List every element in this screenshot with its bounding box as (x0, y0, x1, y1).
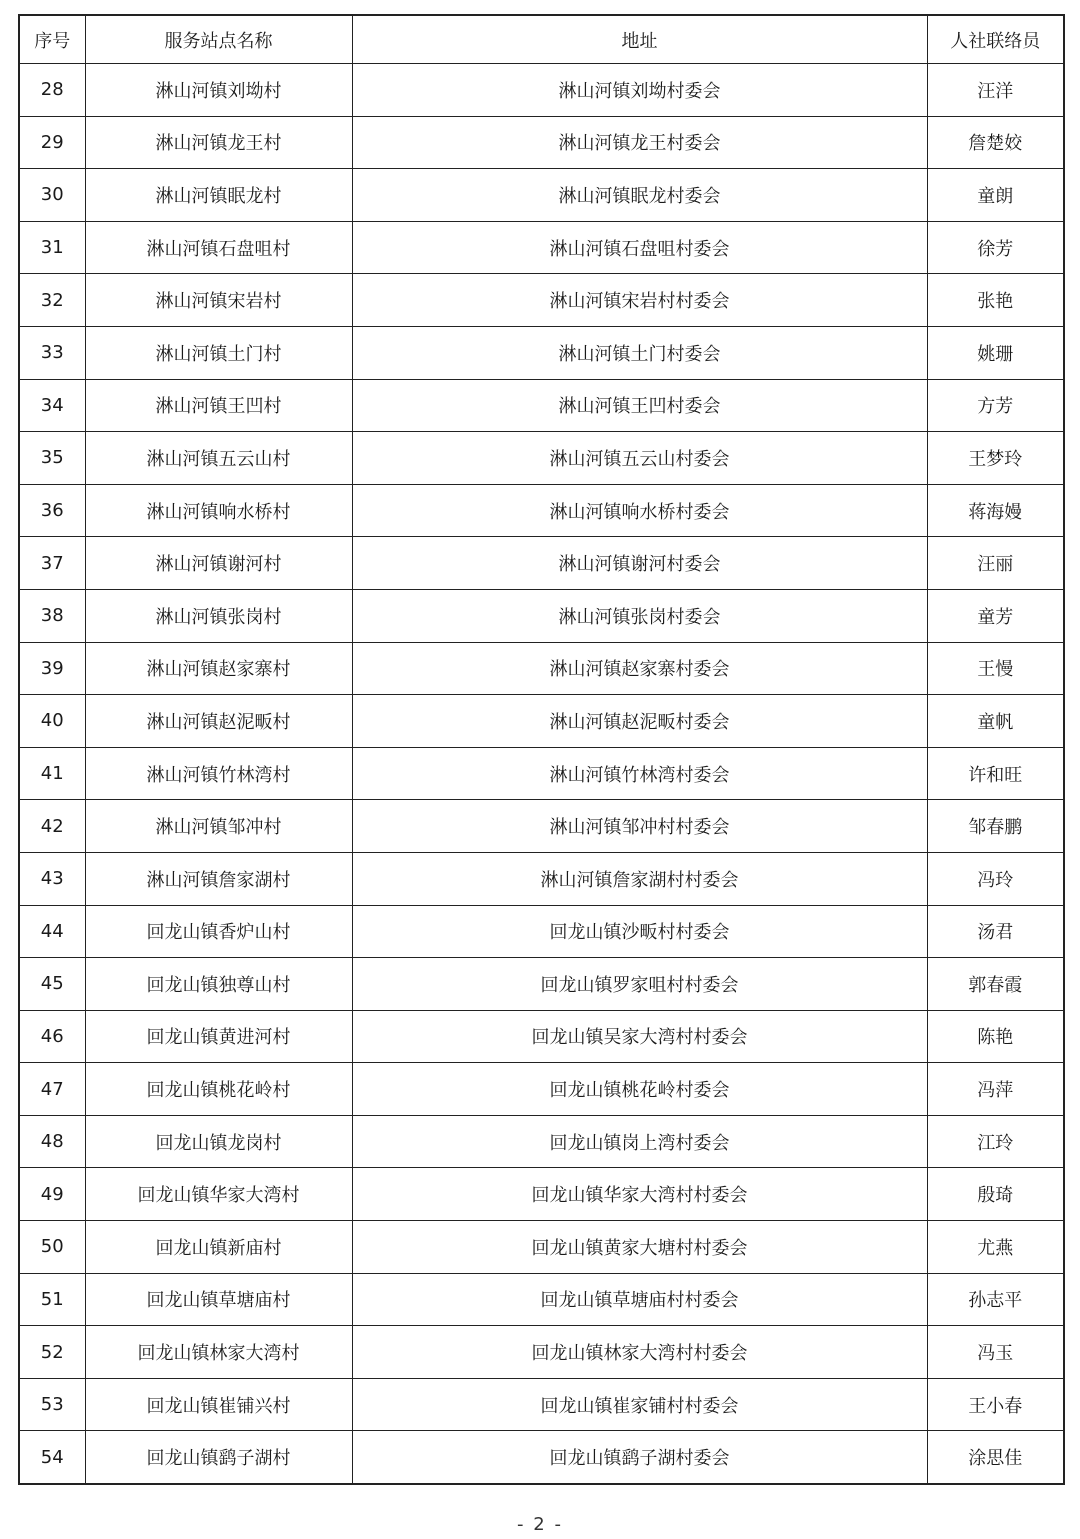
cell-address: 淋山河镇张岗村委会 (352, 589, 927, 642)
cell-station-name: 淋山河镇土门村 (85, 326, 352, 379)
cell-contact: 汤君 (927, 905, 1064, 958)
cell-address: 回龙山镇罗家咀村村委会 (352, 958, 927, 1011)
header-station-name: 服务站点名称 (85, 15, 352, 64)
cell-no: 50 (19, 1221, 85, 1274)
cell-contact: 殷琦 (927, 1168, 1064, 1221)
table-row (19, 1326, 1064, 1379)
cell-no: 39 (19, 642, 85, 695)
cell-contact: 冯玉 (927, 1326, 1064, 1379)
cell-no: 43 (19, 852, 85, 905)
cell-address: 淋山河镇赵泥畈村委会 (352, 695, 927, 748)
cell-station-name: 淋山河镇詹家湖村 (85, 852, 352, 905)
cell-station-name: 回龙山镇草塘庙村 (85, 1273, 352, 1326)
cell-address: 淋山河镇宋岩村村委会 (352, 274, 927, 327)
cell-station-name: 淋山河镇赵泥畈村 (85, 695, 352, 748)
table-row (19, 800, 1064, 853)
cell-contact: 姚珊 (927, 326, 1064, 379)
table-row (19, 1115, 1064, 1168)
cell-no: 33 (19, 326, 85, 379)
cell-address: 回龙山镇岗上湾村委会 (352, 1115, 927, 1168)
table-row (19, 642, 1064, 695)
cell-address: 淋山河镇响水桥村委会 (352, 484, 927, 537)
cell-contact: 汪丽 (927, 537, 1064, 590)
header-row (19, 15, 1064, 64)
table-header (19, 15, 1064, 64)
cell-address: 淋山河镇竹林湾村委会 (352, 747, 927, 800)
cell-no: 34 (19, 379, 85, 432)
cell-address: 回龙山镇草塘庙村村委会 (352, 1273, 927, 1326)
cell-no: 31 (19, 221, 85, 274)
cell-station-name: 淋山河镇刘坳村 (85, 64, 352, 117)
cell-no: 47 (19, 1063, 85, 1116)
cell-no: 52 (19, 1326, 85, 1379)
page-number: - 2 - (517, 1514, 563, 1535)
table-row (19, 169, 1064, 222)
cell-station-name: 淋山河镇宋岩村 (85, 274, 352, 327)
cell-address: 回龙山镇崔家铺村村委会 (352, 1378, 927, 1431)
cell-address: 回龙山镇桃花岭村委会 (352, 1063, 927, 1116)
cell-station-name: 淋山河镇谢河村 (85, 537, 352, 590)
cell-address: 淋山河镇五云山村委会 (352, 432, 927, 485)
cell-address: 淋山河镇詹家湖村村委会 (352, 852, 927, 905)
cell-station-name: 回龙山镇黄进河村 (85, 1010, 352, 1063)
cell-station-name: 回龙山镇桃花岭村 (85, 1063, 352, 1116)
cell-station-name: 淋山河镇赵家寨村 (85, 642, 352, 695)
cell-station-name: 淋山河镇竹林湾村 (85, 747, 352, 800)
table-row (19, 537, 1064, 590)
cell-no: 29 (19, 116, 85, 169)
table-row (19, 1378, 1064, 1431)
table-row (19, 1063, 1064, 1116)
table-row (19, 589, 1064, 642)
cell-contact: 尤燕 (927, 1221, 1064, 1274)
cell-station-name: 淋山河镇王凹村 (85, 379, 352, 432)
cell-contact: 童芳 (927, 589, 1064, 642)
cell-address: 淋山河镇赵家寨村委会 (352, 642, 927, 695)
cell-no: 30 (19, 169, 85, 222)
cell-station-name: 回龙山镇林家大湾村 (85, 1326, 352, 1379)
header-no: 序号 (19, 15, 85, 64)
cell-station-name: 淋山河镇张岗村 (85, 589, 352, 642)
cell-contact: 涂思佳 (927, 1431, 1064, 1484)
table-body (19, 64, 1064, 1485)
cell-address: 淋山河镇龙王村委会 (352, 116, 927, 169)
table-row (19, 695, 1064, 748)
cell-contact: 许和旺 (927, 747, 1064, 800)
cell-contact: 王梦玲 (927, 432, 1064, 485)
table-row (19, 64, 1064, 117)
table-row (19, 905, 1064, 958)
cell-contact: 徐芳 (927, 221, 1064, 274)
table-row (19, 221, 1064, 274)
cell-contact: 冯玲 (927, 852, 1064, 905)
table-row (19, 1273, 1064, 1326)
cell-no: 54 (19, 1431, 85, 1484)
cell-station-name: 淋山河镇响水桥村 (85, 484, 352, 537)
cell-address: 回龙山镇黄家大塘村村委会 (352, 1221, 927, 1274)
table-row (19, 1010, 1064, 1063)
table-row (19, 432, 1064, 485)
header-contact: 人社联络员 (927, 15, 1064, 64)
cell-address: 淋山河镇王凹村委会 (352, 379, 927, 432)
table-row (19, 274, 1064, 327)
cell-station-name: 回龙山镇崔铺兴村 (85, 1378, 352, 1431)
cell-address: 回龙山镇吴家大湾村村委会 (352, 1010, 927, 1063)
cell-no: 46 (19, 1010, 85, 1063)
cell-station-name: 回龙山镇香炉山村 (85, 905, 352, 958)
cell-contact: 陈艳 (927, 1010, 1064, 1063)
cell-no: 48 (19, 1115, 85, 1168)
cell-no: 35 (19, 432, 85, 485)
cell-no: 40 (19, 695, 85, 748)
cell-station-name: 回龙山镇鹞子湖村 (85, 1431, 352, 1484)
table-row (19, 852, 1064, 905)
cell-contact: 童帆 (927, 695, 1064, 748)
table-row (19, 326, 1064, 379)
cell-address: 淋山河镇刘坳村委会 (352, 64, 927, 117)
cell-address: 淋山河镇土门村委会 (352, 326, 927, 379)
cell-contact: 王慢 (927, 642, 1064, 695)
cell-contact: 汪洋 (927, 64, 1064, 117)
cell-station-name: 淋山河镇邹冲村 (85, 800, 352, 853)
cell-station-name: 淋山河镇五云山村 (85, 432, 352, 485)
table-row (19, 958, 1064, 1011)
cell-no: 51 (19, 1273, 85, 1326)
table-row (19, 484, 1064, 537)
cell-address: 淋山河镇邹冲村村委会 (352, 800, 927, 853)
cell-no: 36 (19, 484, 85, 537)
table-row (19, 1221, 1064, 1274)
cell-no: 42 (19, 800, 85, 853)
cell-address: 淋山河镇眠龙村委会 (352, 169, 927, 222)
cell-address: 回龙山镇鹞子湖村委会 (352, 1431, 927, 1484)
cell-station-name: 淋山河镇龙王村 (85, 116, 352, 169)
cell-contact: 江玲 (927, 1115, 1064, 1168)
cell-no: 44 (19, 905, 85, 958)
cell-no: 28 (19, 64, 85, 117)
cell-no: 49 (19, 1168, 85, 1221)
table-row (19, 379, 1064, 432)
cell-address: 回龙山镇林家大湾村村委会 (352, 1326, 927, 1379)
cell-station-name: 回龙山镇新庙村 (85, 1221, 352, 1274)
cell-contact: 童朗 (927, 169, 1064, 222)
table-row (19, 116, 1064, 169)
cell-no: 37 (19, 537, 85, 590)
cell-contact: 詹楚姣 (927, 116, 1064, 169)
cell-contact: 王小春 (927, 1378, 1064, 1431)
cell-contact: 冯萍 (927, 1063, 1064, 1116)
cell-station-name: 淋山河镇石盘咀村 (85, 221, 352, 274)
cell-no: 38 (19, 589, 85, 642)
cell-contact: 邹春鹏 (927, 800, 1064, 853)
cell-address: 淋山河镇石盘咀村委会 (352, 221, 927, 274)
table-row (19, 1168, 1064, 1221)
cell-no: 41 (19, 747, 85, 800)
table-row (19, 747, 1064, 800)
cell-station-name: 回龙山镇独尊山村 (85, 958, 352, 1011)
cell-station-name: 淋山河镇眠龙村 (85, 169, 352, 222)
cell-contact: 孙志平 (927, 1273, 1064, 1326)
cell-contact: 方芳 (927, 379, 1064, 432)
table-row (19, 1431, 1064, 1484)
cell-station-name: 回龙山镇华家大湾村 (85, 1168, 352, 1221)
cell-station-name: 回龙山镇龙岗村 (85, 1115, 352, 1168)
cell-no: 45 (19, 958, 85, 1011)
cell-contact: 郭春霞 (927, 958, 1064, 1011)
cell-address: 回龙山镇沙畈村村委会 (352, 905, 927, 958)
cell-no: 32 (19, 274, 85, 327)
cell-address: 回龙山镇华家大湾村村委会 (352, 1168, 927, 1221)
service-station-table (18, 14, 1065, 1485)
header-address: 地址 (352, 15, 927, 64)
cell-no: 53 (19, 1378, 85, 1431)
cell-address: 淋山河镇谢河村委会 (352, 537, 927, 590)
cell-contact: 张艳 (927, 274, 1064, 327)
cell-contact: 蒋海嫚 (927, 484, 1064, 537)
